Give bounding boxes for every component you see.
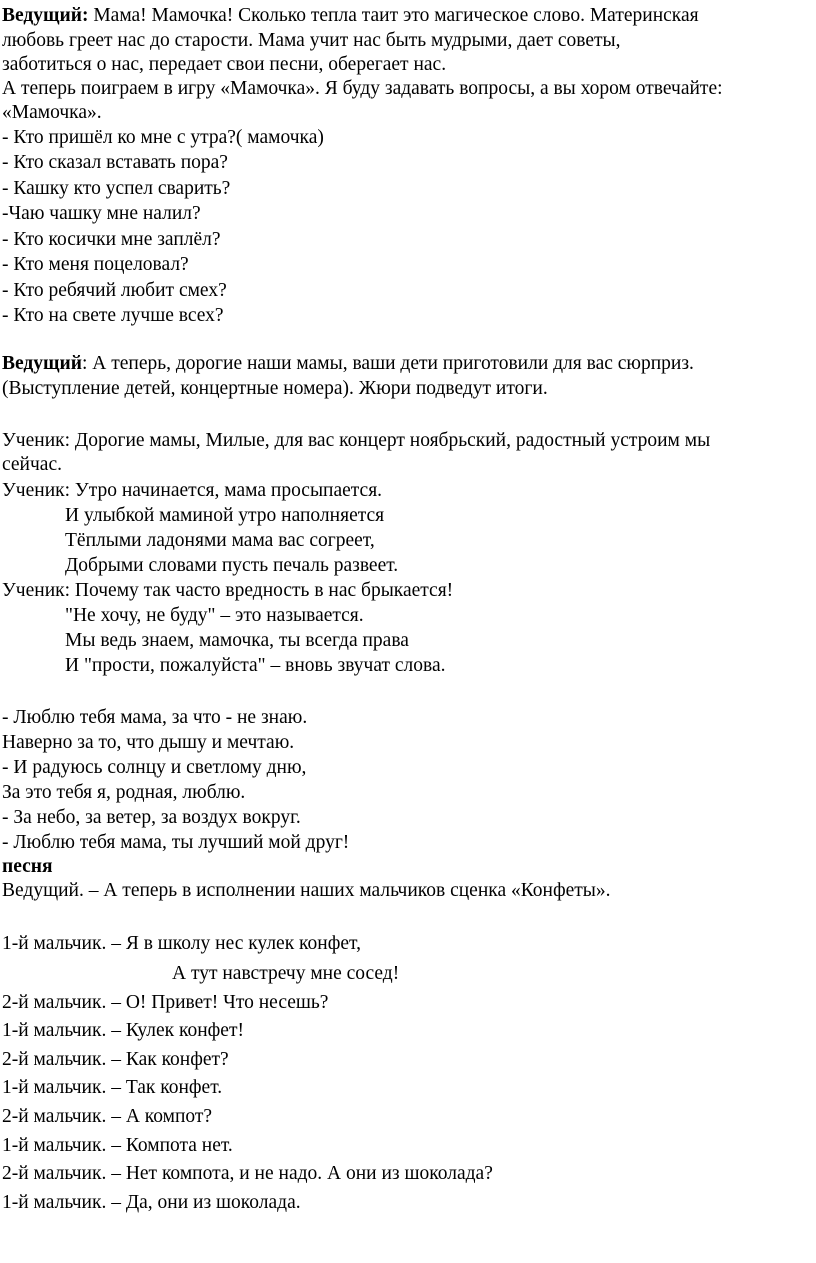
- verse-line: И улыбкой маминой утро наполняется: [65, 505, 385, 526]
- question-line: - Кто сказал вставать пора?: [2, 152, 228, 173]
- poem-line: - Люблю тебя мама, ты лучший мой друг!: [2, 832, 350, 853]
- poem-line: Наверно за то, что дышу и мечтаю.: [2, 732, 295, 753]
- intro-line-2: любовь греет нас до старости. Мама учит нас быть мудрыми, дает советы,: [2, 30, 621, 51]
- verse-line: "Не хочу, не буду" – это называется.: [65, 605, 364, 626]
- scene-line: А тут навстречу мне сосед!: [172, 963, 400, 984]
- question-line: - Кто косички мне заплёл?: [2, 229, 221, 250]
- scene-line: 2-й мальчик. – Как конфет?: [2, 1049, 229, 1070]
- pupil-line: Ученик: Дорогие мамы, Милые, для вас концерт ноябрьский, радостный устроим мы: [2, 430, 711, 451]
- question-line: - Кто ребячий любит смех?: [2, 280, 227, 301]
- poem-line: За это тебя я, родная, люблю.: [2, 782, 246, 803]
- scene-line: 1-й мальчик. – Я в школу нес кулек конфет,: [2, 933, 361, 954]
- verse-line: Тёплыми ладонями мама вас согреет,: [65, 530, 375, 551]
- intro-line-4: А теперь поиграем в игру «Мамочка». Я буду задавать вопросы, а вы хором отвечайте:: [2, 78, 723, 99]
- question-line: -Чаю чашку мне налил?: [2, 203, 201, 224]
- host-line-3: Ведущий. – А теперь в исполнении наших мальчиков сценка «Конфеты».: [2, 880, 611, 901]
- scene-line: 1-й мальчик. – Так конфет.: [2, 1077, 223, 1098]
- poem-line: - Люблю тебя мама, за что - не знаю.: [2, 707, 308, 728]
- question-line: - Кто на свете лучше всех?: [2, 305, 224, 326]
- pupil-line: Ученик: Утро начинается, мама просыпается.: [2, 480, 383, 501]
- host-line-2: (Выступление детей, концертные номера). Жюри подведут итоги.: [2, 378, 548, 399]
- scene-line: 1-й мальчик. – Кулек конфет!: [2, 1020, 244, 1041]
- poem-line: - И радуюсь солнцу и светлому дню,: [2, 757, 307, 778]
- verse-line: И "прости, пожалуйста" – вновь звучат слова.: [65, 655, 446, 676]
- verse-line: Мы ведь знаем, мамочка, ты всегда права: [65, 630, 409, 651]
- intro-line-1: Ведущий: Мама! Мамочка! Сколько тепла таит это магическое слово. Материнская: [2, 5, 699, 26]
- speaker-label: Ведущий:: [2, 5, 89, 26]
- scene-line: 2-й мальчик. – Нет компота, и не надо. А они из шоколада?: [2, 1163, 493, 1184]
- scene-line: 2-й мальчик. – А компот?: [2, 1106, 213, 1127]
- intro-line-3: заботиться о нас, передает свои песни, оберегает нас.: [2, 54, 447, 75]
- host-line-1: Ведущий: А теперь, дорогие наши мамы, ваши дети приготовили для вас сюрприз.: [2, 353, 694, 374]
- pupil-line: сейчас.: [2, 454, 62, 475]
- scene-line: 1-й мальчик. – Компота нет.: [2, 1135, 233, 1156]
- question-line: - Кашку кто успел сварить?: [2, 178, 231, 199]
- poem-line: - За небо, за ветер, за воздух вокруг.: [2, 807, 301, 828]
- speaker-label: Ведущий: [2, 353, 82, 374]
- intro-line-5: «Мамочка».: [2, 102, 102, 123]
- scene-line: 2-й мальчик. – О! Привет! Что несешь?: [2, 992, 329, 1013]
- song-label: песня: [2, 856, 53, 877]
- scene-line: 1-й мальчик. – Да, они из шоколада.: [2, 1192, 301, 1213]
- question-line: - Кто меня поцеловал?: [2, 254, 189, 275]
- pupil-line: Ученик: Почему так часто вредность в нас брыкается!: [2, 580, 454, 601]
- question-line: - Кто пришёл ко мне с утра?( мамочка): [2, 127, 324, 148]
- verse-line: Добрыми словами пусть печаль развеет.: [65, 555, 399, 576]
